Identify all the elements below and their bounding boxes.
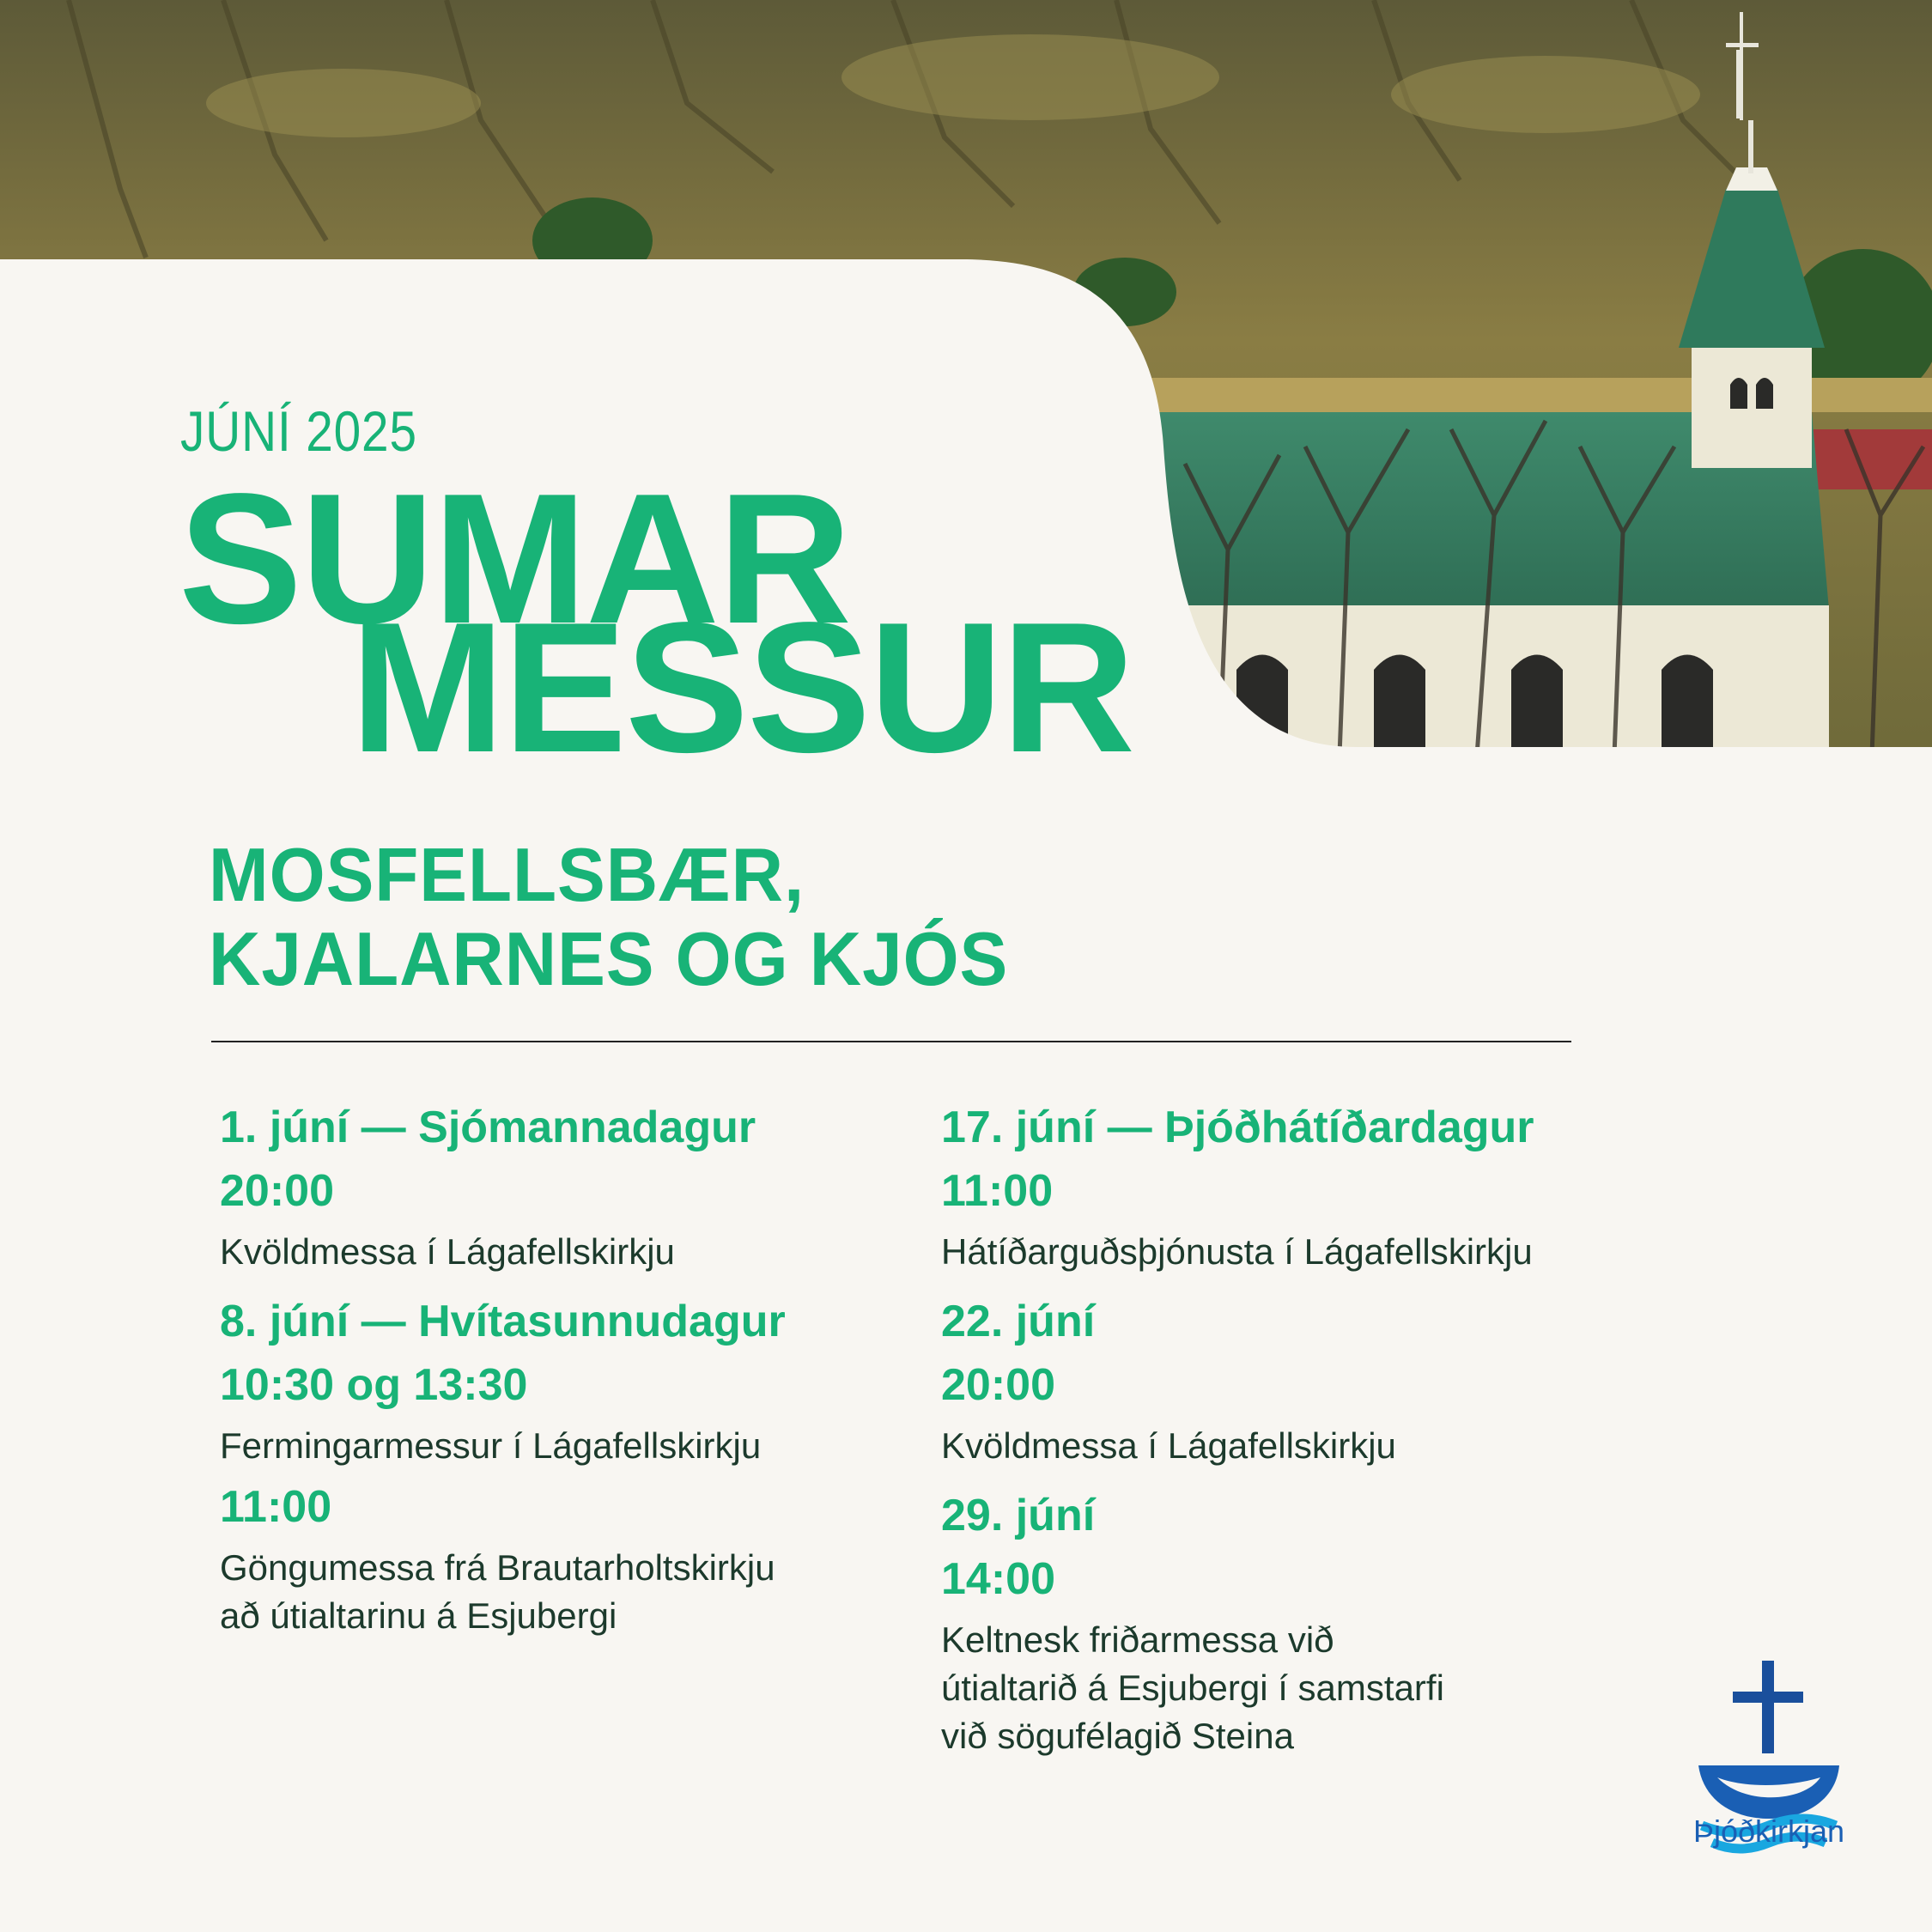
event-description: Göngumessa frá Brautarholtskirkju að útialtarinu á Esjubergi <box>220 1547 775 1636</box>
event-description: Hátíðarguðsþjónusta í Lágafellskirkju <box>941 1231 1533 1272</box>
event-date: 8. júní — Hvítasunnudagur <box>220 1297 786 1346</box>
event-june-8 <box>220 1293 907 1640</box>
event-description: Fermingarmessur í Lágafellskirkju <box>220 1425 762 1466</box>
title-line-2: MESSUR <box>350 583 1134 791</box>
event-time: 11:00 <box>941 1166 1054 1216</box>
event-june-22 <box>941 1293 1628 1470</box>
region-line-1: MOSFELLSBÆR, <box>209 832 805 917</box>
event-date: 1. júní — Sjómannadagur <box>220 1103 756 1152</box>
event-time: 20:00 <box>941 1360 1055 1410</box>
event-time: 20:00 <box>220 1166 334 1216</box>
event-date: 29. júní <box>941 1491 1096 1540</box>
event-june-29 <box>941 1487 1628 1760</box>
event-time: 10:30 og 13:30 <box>220 1360 528 1410</box>
schedule-left-column <box>220 1099 907 1657</box>
event-time: 14:00 <box>941 1554 1055 1604</box>
event-description: Kvöldmessa í Lágafellskirkju <box>220 1231 675 1272</box>
event-description: Keltnesk friðarmessa við útialtarið á Esjubergi í samstarfi við sögufélagið Steina <box>941 1619 1444 1756</box>
divider <box>211 1041 1571 1042</box>
event-date: 17. júní — Þjóðhátíðardagur <box>941 1103 1534 1152</box>
event-description: Kvöldmessa í Lágafellskirkju <box>941 1425 1396 1466</box>
schedule-right-column <box>941 1099 1628 1777</box>
logo-text: Þjóðkirkjan <box>1692 1814 1845 1849</box>
event-june-17 <box>941 1099 1628 1276</box>
month-label: JÚNÍ 2025 <box>180 399 417 463</box>
event-time: 11:00 <box>220 1482 332 1532</box>
region-heading <box>209 833 1008 1001</box>
title-line-1: SUMAR <box>179 454 850 662</box>
region-line-2: KJALARNES OG KJÓS <box>209 916 1009 1001</box>
event-june-1 <box>220 1099 907 1276</box>
event-date: 22. júní <box>941 1297 1096 1346</box>
